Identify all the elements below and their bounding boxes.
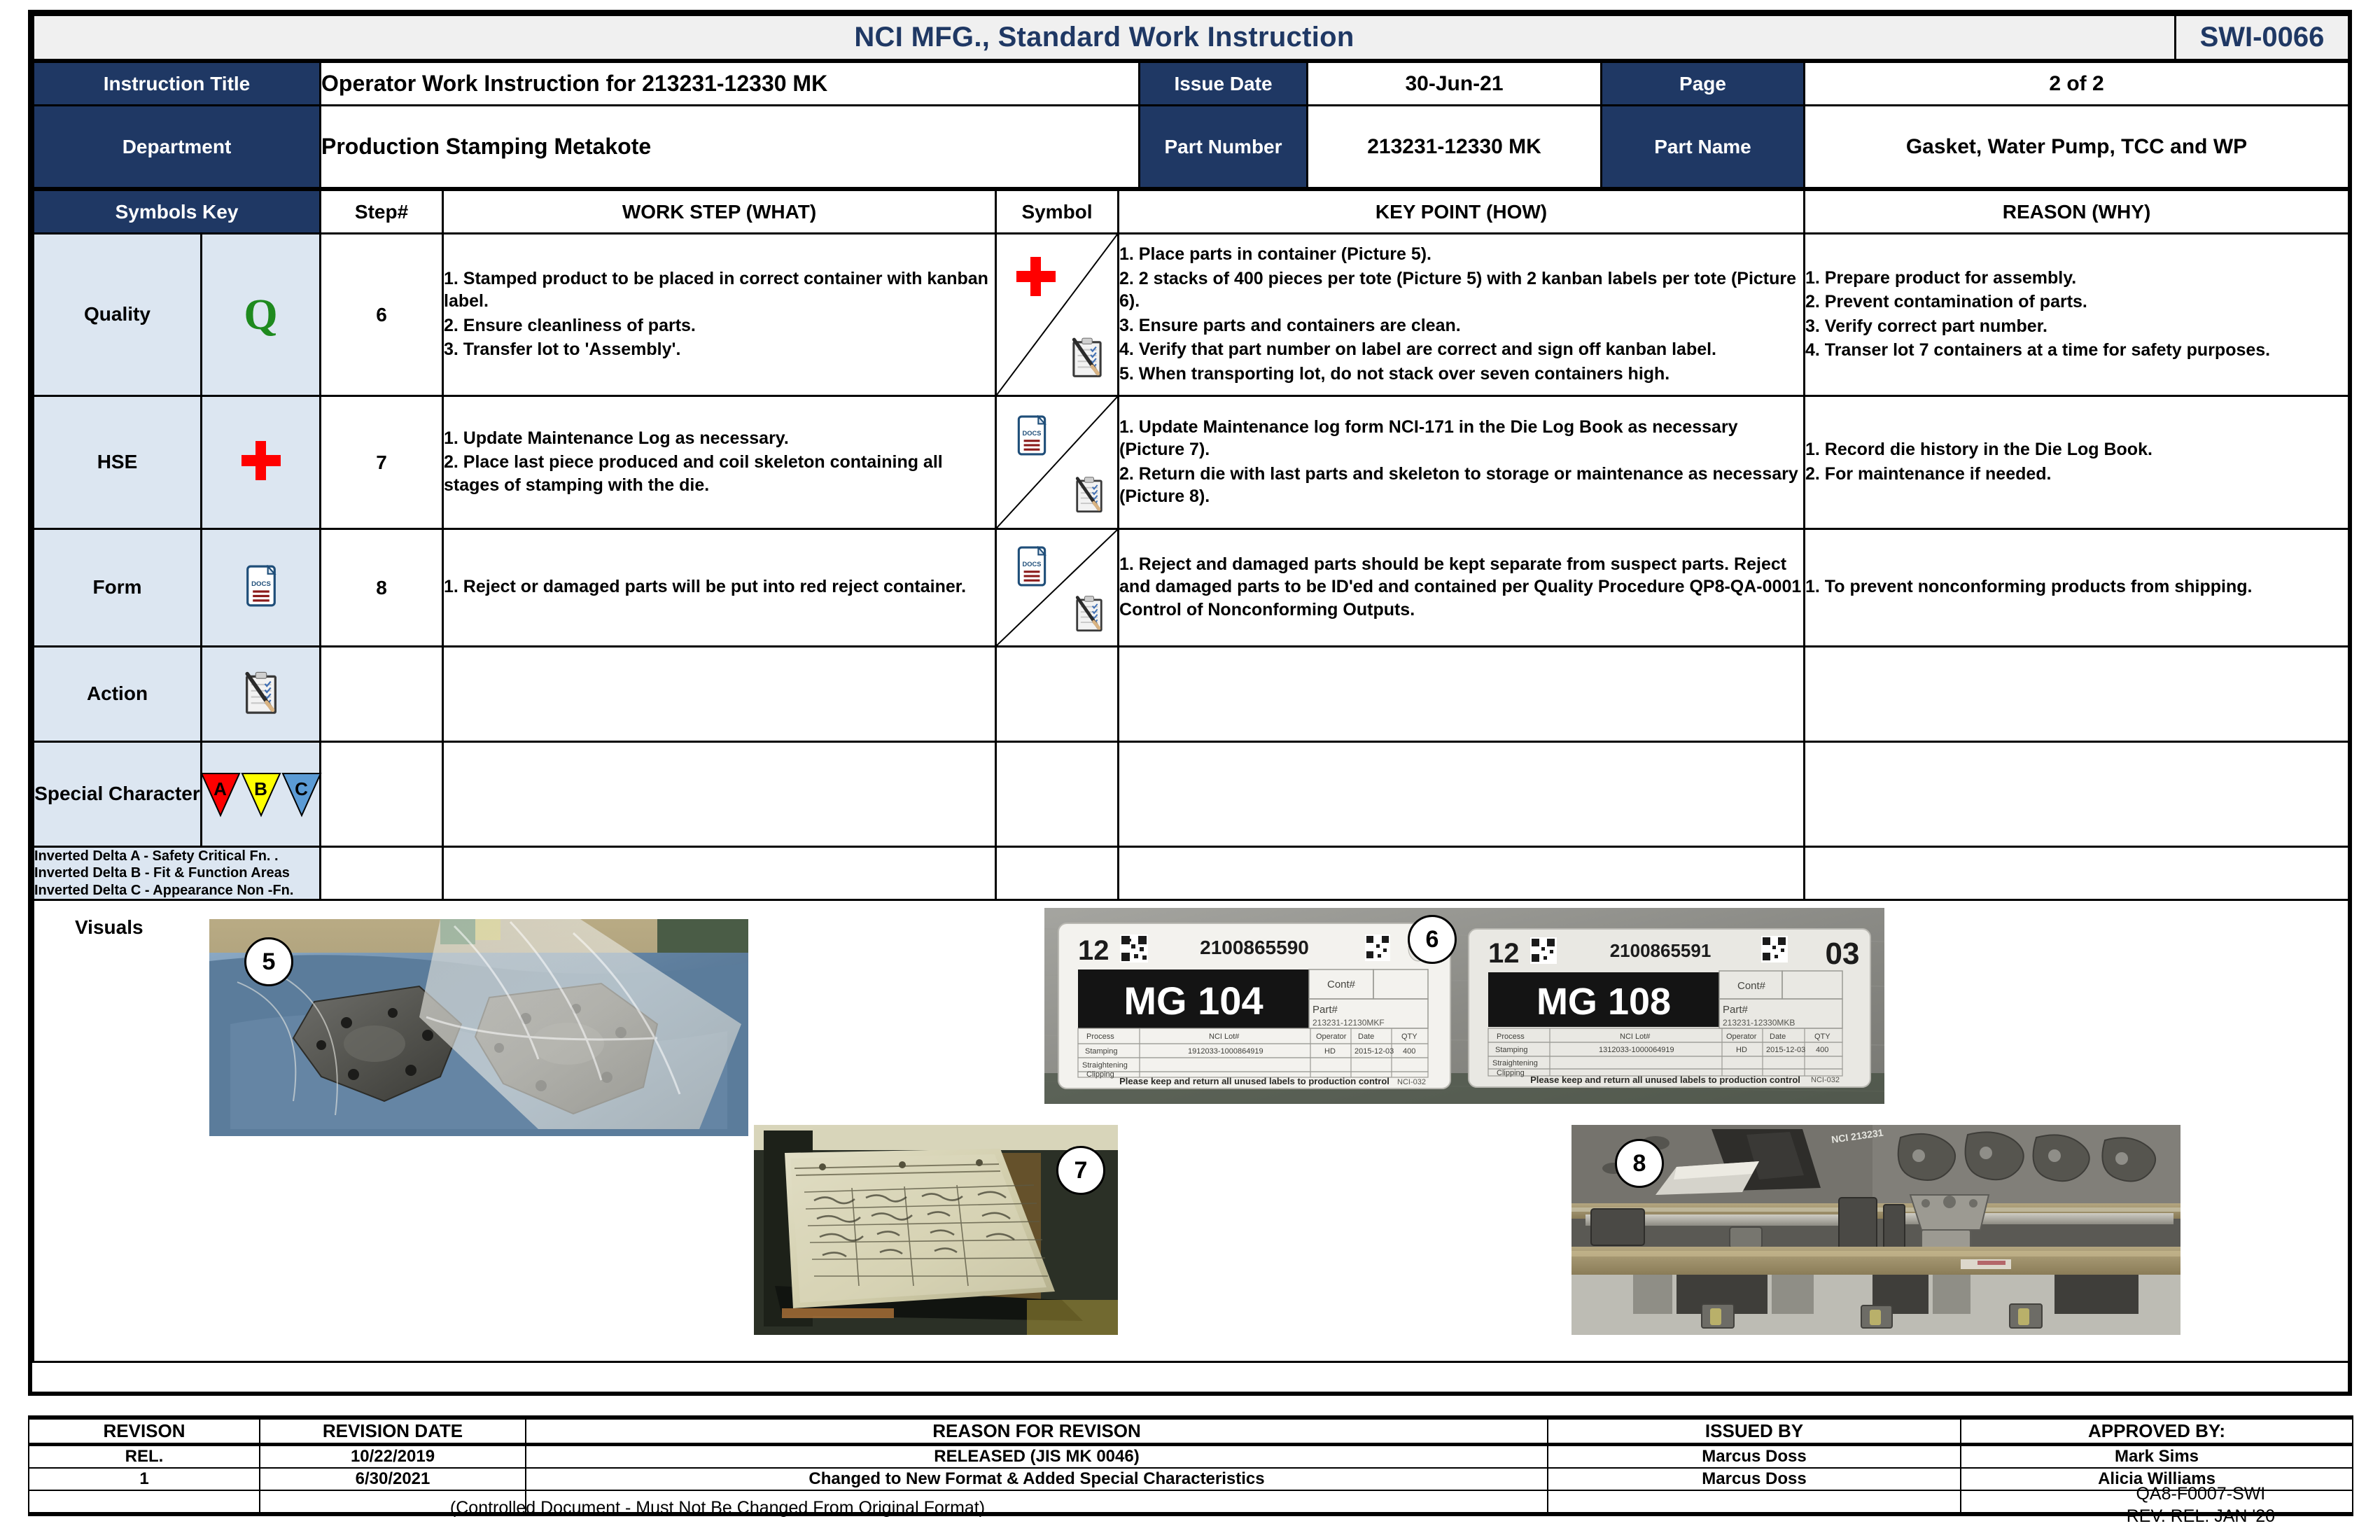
svg-text:Date: Date [1358,1032,1375,1042]
reason-cell [1805,396,2349,529]
svg-text:MG 108: MG 108 [1536,981,1672,1023]
revision-col-date: REVISION DATE [260,1418,526,1445]
svg-text:Date: Date [1770,1032,1786,1042]
part-name-value: Gasket, Water Pump, TCC and WP [1805,106,2349,188]
work-step-cell [443,529,996,647]
inverted-delta-a-icon [200,771,241,818]
inverted-delta-icons [202,742,321,847]
document-number-badge: SWI-0066 [2176,15,2349,60]
controlled-document-note: (Controlled Document - Must Not Be Changed From Original Format) [449,1498,986,1518]
table-row [34,234,2349,396]
document-meta-table [32,61,2350,189]
svg-text:400: 400 [1816,1046,1829,1055]
red-cross-icon [1016,257,1056,300]
key-point-line: 1. Place parts in container (Picture 5). [1119,244,1432,264]
clipboard-pencil-icon [202,647,321,742]
svg-text:213231-12330MKB: 213231-12330MKB [1723,1018,1795,1028]
svg-text:QTY: QTY [1814,1032,1830,1042]
svg-text:HD: HD [1324,1047,1336,1056]
reason-line: 1. Prepare product for assembly. [1805,267,2077,288]
work-step-cell [443,234,996,396]
symbol-cell [996,529,1119,647]
svg-text:Please keep and return all unu: Please keep and return all unused labels to production control [1530,1074,1800,1086]
svg-text:Operator: Operator [1316,1032,1347,1042]
svg-text:Straightening: Straightening [1082,1061,1128,1070]
revision-approved-by: Mark Sims [1961,1445,2353,1469]
svg-text:1312033-1000064919: 1312033-1000064919 [1599,1046,1674,1055]
work-step-cell [443,396,996,529]
svg-text:Part#: Part# [1312,1004,1338,1016]
inverted-delta-c-icon [281,771,322,818]
key-point-cell [1119,234,1805,396]
symbol-cell [996,234,1119,396]
work-step-table [32,189,2350,1363]
revision-date: 6/30/2021 [260,1468,526,1490]
symbols-key-label-hse: HSE [34,396,202,529]
visuals-cell [34,900,2349,1362]
kanban-label-a [1058,923,1450,1088]
empty-cell [996,647,1119,742]
empty-cell [1119,847,1805,900]
legend-row [34,847,2349,900]
key-point-line: 2. 2 stacks of 400 pieces per tote (Picture 5) with 2 kanban labels per tote (Picture 6). [1119,268,1797,311]
svg-text:03: 03 [1825,937,1860,972]
svg-text:Part#: Part# [1723,1004,1748,1016]
empty-cell [996,742,1119,847]
col-symbol: Symbol [996,190,1119,234]
svg-text:Stamping: Stamping [1495,1046,1528,1055]
revision-issued-by: Marcus Doss [1548,1445,1961,1469]
revision-issued-by: Marcus Doss [1548,1468,1961,1490]
svg-text:Please keep and return all unu: Please keep and return all unused labels to production control [1119,1076,1390,1087]
part-number-label: Part Number [1140,106,1308,188]
revision-row [29,1468,2353,1490]
instruction-title-value: Operator Work Instruction for 213231-12330 MK [321,62,1140,106]
svg-text:Clipping: Clipping [1497,1069,1525,1078]
reason-line: 4. Transer lot 7 containers at a time for safety purposes. [1805,340,2271,360]
part-name-label: Part Name [1602,106,1805,188]
svg-text:2015-12-03: 2015-12-03 [1766,1046,1806,1055]
clipboard-pencil-icon [1071,594,1107,636]
form-code-block [2127,1483,2275,1527]
revision-header-row [29,1418,2353,1445]
svg-text:Operator: Operator [1726,1032,1757,1042]
revision-col-reason: REASON FOR REVISON [526,1418,1548,1445]
reason-line: 3. Verify correct part number. [1805,316,2047,336]
svg-text:12: 12 [1488,938,1520,969]
symbols-key-label-quality: Quality [34,234,202,396]
symbol-cell [996,396,1119,529]
reason-cell [1805,234,2349,396]
empty-cell [443,847,996,900]
svg-text:NCI 213231: NCI 213231 [1830,1126,1884,1146]
work-step-header-row [34,190,2349,234]
svg-text:Stamping: Stamping [1085,1047,1118,1056]
red-cross-icon [202,396,321,529]
svg-text:NCI Lot#: NCI Lot# [1209,1032,1240,1042]
svg-text:Straightening: Straightening [1492,1059,1538,1068]
work-step-line: 1. Update Maintenance Log as necessary. [444,428,789,448]
reason-cell [1805,529,2349,647]
form-code: QA8-F0007-SWI [2136,1484,2266,1504]
meta-row-title [34,62,2349,106]
document-banner [32,14,2350,61]
key-point-line: 3. Ensure parts and containers are clean. [1119,315,1461,335]
revision-date: 10/22/2019 [260,1445,526,1469]
revision-value: 1 [29,1468,260,1490]
svg-text:NCI-032: NCI-032 [1811,1076,1840,1085]
legend-line: Inverted Delta B - Fit & Function Areas [34,865,290,881]
svg-text:213231-12130MKF: 213231-12130MKF [1312,1018,1385,1028]
revision-reason: Changed to New Format & Added Special Characteristics [526,1468,1548,1490]
col-step: Step# [321,190,443,234]
department-value: Production Stamping Metakote [321,106,1140,188]
step-number: 8 [321,529,443,647]
table-row [34,647,2349,742]
picture-callout-7: 7 [1056,1146,1105,1195]
issue-date-label: Issue Date [1140,62,1308,106]
table-row [34,742,2349,847]
work-step-line: 2. Place last piece produced and coil skeleton containing all stages of stamping with the die. [444,452,943,495]
clipboard-pencil-icon [1071,475,1107,517]
inverted-delta-legend [34,847,321,900]
work-step-line: 1. Stamped product to be placed in correct container with kanban label. [444,268,988,311]
svg-text:400: 400 [1403,1047,1416,1056]
svg-text:2015-12-03: 2015-12-03 [1354,1047,1394,1056]
picture-callout-6: 6 [1408,915,1457,964]
reason-line: 2. For maintenance if needed. [1805,463,2052,484]
work-step-line: 1. Reject or damaged parts will be put into red reject container. [444,577,967,597]
empty-cell [443,647,996,742]
empty-cell [1805,847,2349,900]
picture-callout-8: 8 [1615,1139,1664,1188]
key-point-line: 1. Update Maintenance log form NCI-171 in the Die Log Book as necessary (Picture 7). [1119,416,1738,459]
page-label: Page [1602,62,1805,106]
revision-issued-by [1548,1490,1961,1514]
letter-q-icon: Q [202,234,321,396]
svg-text:Cont#: Cont# [1737,980,1766,993]
form-rev-line: REV. REL. JAN '20 [2126,1506,2275,1526]
delta-letter: B [254,778,267,799]
col-key-point: KEY POINT (HOW) [1119,190,1805,234]
inverted-delta-b-icon [241,771,281,818]
delta-letter: C [295,778,308,799]
docs-form-icon [1016,546,1047,590]
empty-cell [1805,742,2349,847]
empty-cell [443,742,996,847]
svg-text:Clipping: Clipping [1086,1070,1114,1079]
reason-line: 1. To prevent nonconforming products from shipping. [1805,577,2253,597]
instruction-title-label: Instruction Title [34,62,321,106]
legend-line: Inverted Delta A - Safety Critical Fn. . [34,848,279,864]
svg-text:HD: HD [1736,1046,1747,1055]
symbols-key-label-action: Action [34,647,202,742]
revision-col-approved-by: APPROVED BY: [1961,1418,2353,1445]
svg-text:12: 12 [1078,935,1110,967]
revision-col-revision: REVISON [29,1418,260,1445]
svg-text:Cont#: Cont# [1327,979,1356,991]
table-row [34,396,2349,529]
reason-line: 1. Record die history in the Die Log Book. [1805,440,2152,459]
empty-cell [321,742,443,847]
clipboard-pencil-icon [1067,335,1107,382]
key-point-cell [1119,396,1805,529]
svg-text:MG 104: MG 104 [1124,979,1264,1023]
empty-cell [321,847,443,900]
key-point-line: 1. Reject and damaged parts should be kept separate from suspect parts. Reject and damaged parts to be ID'ed and contained per Quality Procedure QP8-QA-0001 Control of Nonconforming Outputs. [1119,554,1802,620]
empty-cell [1119,647,1805,742]
empty-cell [1805,647,2349,742]
work-step-line: 3. Transfer lot to 'Assembly'. [444,340,681,359]
revision-row [29,1445,2353,1469]
svg-text:NCI Lot#: NCI Lot# [1620,1032,1651,1042]
delta-letter: A [214,778,227,799]
step-number: 7 [321,396,443,529]
work-step-line: 2. Ensure cleanliness of parts. [444,315,696,335]
legend-line: Inverted Delta C - Appearance Non -Fn. [34,882,294,898]
key-point-cell [1119,529,1805,647]
page-value: 2 of 2 [1805,62,2349,106]
empty-cell [321,647,443,742]
revision-col-issued-by: ISSUED BY [1548,1418,1961,1445]
picture-6 [1044,908,1884,1104]
main-document-frame [28,10,2352,1396]
svg-text:Process: Process [1086,1032,1114,1042]
department-label: Department [34,106,321,188]
col-reason: REASON (WHY) [1805,190,2349,234]
visuals-label: Visuals [75,916,144,939]
key-point-line: 4. Verify that part number on label are correct and sign off kanban label. [1119,340,1717,359]
svg-text:NCI-032: NCI-032 [1397,1078,1426,1087]
col-work-step: WORK STEP (WHAT) [443,190,996,234]
docs-form-icon [1016,415,1047,459]
col-symbols-key: Symbols Key [34,190,321,234]
svg-text:QTY: QTY [1401,1032,1418,1042]
revision-approved-by: Alicia Williams [1961,1468,2353,1490]
reason-line: 2. Prevent contamination of parts. [1805,292,2087,312]
svg-text:1912033-1000864919: 1912033-1000864919 [1188,1047,1264,1056]
empty-cell [996,847,1119,900]
symbols-key-label-special-character: Special Character [34,742,202,847]
key-point-line: 2. Return die with last parts and skeleton to storage or maintenance as necessary (Picture 8). [1119,463,1798,506]
table-row [34,529,2349,647]
meta-row-department [34,106,2349,188]
docs-form-icon [202,529,321,647]
revision-value: REL. [29,1445,260,1469]
symbols-key-label-form: Form [34,529,202,647]
empty-cell [1119,742,1805,847]
visuals-row [34,900,2349,1362]
banner-title: NCI MFG., Standard Work Instruction [34,15,2176,60]
kanban-label-b [1469,929,1870,1087]
part-number-value: 213231-12330 MK [1308,106,1602,188]
svg-text:2100865590: 2100865590 [1200,937,1309,959]
svg-text:2100865591: 2100865591 [1609,940,1712,962]
issue-date-value: 30-Jun-21 [1308,62,1602,106]
revision-reason: RELEASED (JIS MK 0046) [526,1445,1548,1469]
picture-callout-5: 5 [244,937,293,986]
svg-text:Process: Process [1497,1032,1525,1042]
key-point-line: 5. When transporting lot, do not stack over seven containers high. [1119,363,1670,384]
step-number: 6 [321,234,443,396]
